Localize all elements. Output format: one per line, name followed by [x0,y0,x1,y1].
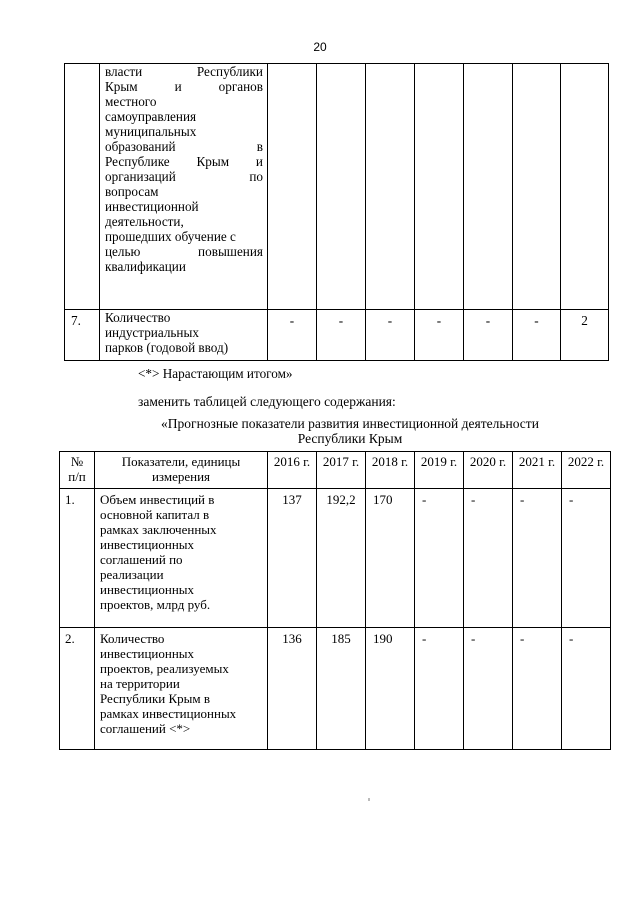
header-year: 2020 г. [464,452,513,489]
header-year: 2021 г. [513,452,562,489]
header-year: 2019 г. [415,452,464,489]
page-number: 20 [313,40,327,54]
indicator-line: Объем инвестиций в [100,492,215,507]
scan-speck [368,798,370,801]
indicator-line: Республике Крым и [105,154,263,169]
indicator-line: Республики Крым в [100,691,210,706]
indicator-line: основной капитал в [100,507,210,522]
header-text: Показатели, единицы [121,454,241,469]
indicator-line: квалификации [105,259,186,274]
indicator-line: организаций по [105,169,263,184]
replacement-instruction: заменить таблицей следующего содержания: [138,394,396,409]
number-cell: 7. [65,310,100,361]
header-year: 2016 г. [268,452,317,489]
table-header-row [60,452,611,489]
value-cell: 2 [561,310,609,361]
indicator-cell [95,628,268,750]
indicator-line: вопросам [105,184,159,199]
indicators-table-continued [64,63,609,361]
indicator-line: инвестиционных [100,646,195,661]
indicator-line: инвестиционных [100,582,195,597]
header-year: 2017 г. [317,452,366,489]
indicator-line: индустриальных [105,325,199,340]
table-title: «Прогнозные показатели развития инвестиционной деятельности [161,416,539,431]
indicator-line: инвестиционных [100,537,195,552]
indicator-line: соглашений по [100,552,183,567]
indicator-line: проектов, реализуемых [100,661,229,676]
value-cell: - [562,628,611,750]
indicator-line: деятельности, [105,214,184,229]
indicator-line: Крым и органов [105,79,263,94]
value-cell: - [513,310,561,361]
indicator-cell [100,64,268,310]
value-cell: - [464,489,513,628]
number-cell [65,64,100,310]
value-cell: 170 [366,489,415,628]
value-cell: - [464,310,513,361]
number-cell: 2. [60,628,95,750]
indicator-line: соглашений <*> [100,721,191,736]
value-cell: - [513,628,562,750]
indicator-line: на территории [100,676,180,691]
indicator-line: местного [105,94,157,109]
table-row [60,628,611,750]
value-cell: 192,2 [317,489,366,628]
value-cell: - [366,310,415,361]
value-cell: 190 [366,628,415,750]
table-row [65,64,609,310]
indicator-cell [100,310,268,361]
indicator-line: власти Республики [105,64,263,79]
value-cell [415,64,464,310]
indicator-line: проектов, млрд руб. [100,597,211,612]
value-cell: - [268,310,317,361]
indicator-line: инвестиционной [105,199,199,214]
value-cell: - [317,310,366,361]
value-cell: - [415,489,464,628]
header-indicator [95,452,268,489]
table-row [60,489,611,628]
value-cell: 137 [268,489,317,628]
value-cell [317,64,366,310]
indicator-line: самоуправления [105,109,197,124]
indicator-line: рамках заключенных [100,522,217,537]
value-cell [561,64,609,310]
header-year: 2018 г. [366,452,415,489]
indicator-line: муниципальных [105,124,197,139]
table-title: Республики Крым [297,431,403,446]
forecast-indicators-table [59,451,611,750]
footnote: <*> Нарастающим итогом» [138,366,293,381]
value-cell: 185 [317,628,366,750]
value-cell [513,64,561,310]
indicator-line: образований в [105,139,263,154]
value-cell: - [464,628,513,750]
value-cell [366,64,415,310]
value-cell: - [562,489,611,628]
header-text: № [70,454,84,469]
value-cell [464,64,513,310]
indicator-line: рамках инвестиционных [100,706,237,721]
value-cell: - [513,489,562,628]
indicator-line: парков (годовой ввод) [105,340,229,355]
indicator-line: целью повышения [105,244,263,259]
indicator-cell [95,489,268,628]
header-text: измерения [151,469,211,484]
indicator-line: прошедших обучение с [105,229,236,244]
indicator-line: Количество [100,631,165,646]
table-row [65,310,609,361]
header-text: п/п [68,469,86,484]
value-cell: - [415,628,464,750]
indicator-line: реализации [100,567,164,582]
value-cell: 136 [268,628,317,750]
number-cell: 1. [60,489,95,628]
value-cell [268,64,317,310]
value-cell: - [415,310,464,361]
indicator-line: Количество [105,310,171,325]
header-number [60,452,95,489]
header-year: 2022 г. [562,452,611,489]
